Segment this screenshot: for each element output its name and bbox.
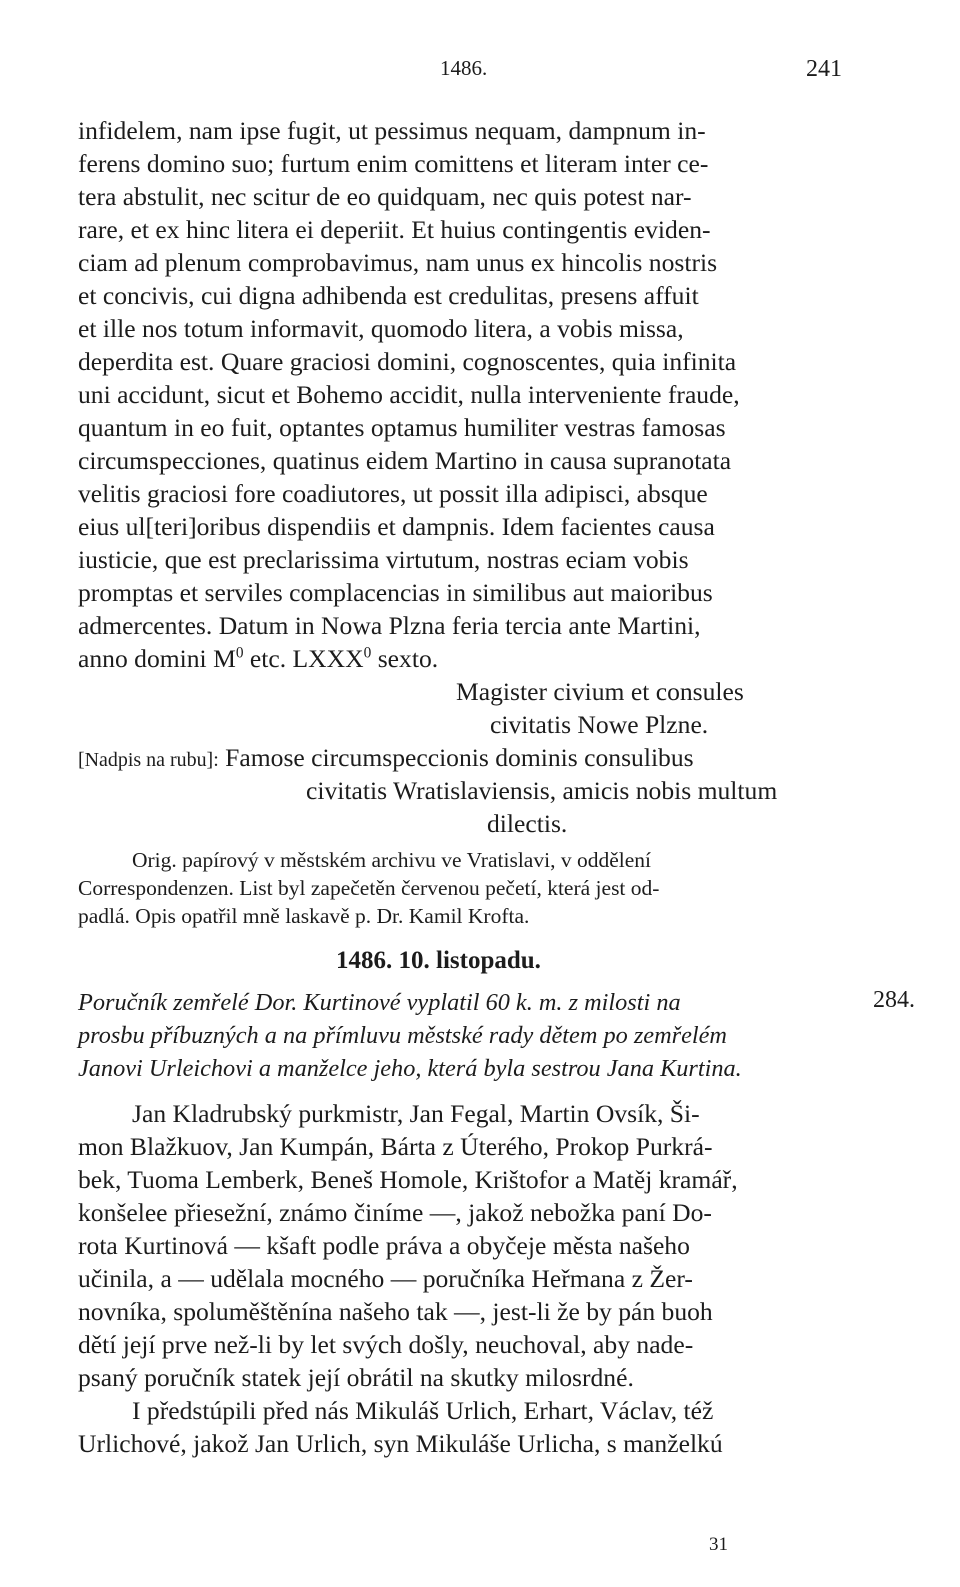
- summary-line: Poručník zemřelé Dor. Kurtinové vyplatil 60 k. m. z milosti na: [78, 989, 681, 1016]
- text-line: deperdita est. Quare graciosi domini, cognoscentes, quia infinita: [78, 347, 737, 376]
- note-line: padlá. Opis opatřil mně laskavě p. Dr. Kamil Krofta.: [78, 904, 530, 928]
- body-line: I předstúpili před nás Mikuláš Urlich, Erhart, Václav, též: [132, 1396, 714, 1425]
- body-line: učinila, a — udělala mocného — poručníka Heřmana z Žer-: [78, 1264, 693, 1293]
- body-line: rota Kurtinová — kšaft podle práva a obyčeje města našeho: [78, 1231, 690, 1260]
- note-line: Orig. papírový v městském archivu ve Vratislavi, v oddělení: [132, 848, 651, 872]
- address-note: [Nadpis na rubu]:: [78, 749, 219, 771]
- body-line: Urlichové, jakož Jan Urlich, syn Mikuláše Urlicha, s manželkú: [78, 1429, 723, 1458]
- body-line: novníka, spoluměštěnína našeho tak —, jest-li že by pán buoh: [78, 1297, 713, 1326]
- page-number: 241: [806, 56, 842, 82]
- signature-line: Magister civium et consules: [456, 677, 744, 706]
- signature-mark: 31: [709, 1534, 728, 1555]
- body-line: Jan Kladrubský purkmistr, Jan Fegal, Martin Ovsík, Ši-: [132, 1099, 700, 1128]
- running-header: [0, 56, 960, 92]
- body-line: bek, Tuoma Lemberk, Beneš Homole, Krištofor a Matěj kramář,: [78, 1165, 738, 1194]
- text-line: infidelem, nam ipse fugit, ut pessimus nequam, dampnum in-: [78, 116, 706, 145]
- text-line: ciam ad plenum comprobavimus, nam unus ex hincolis nostris: [78, 248, 718, 277]
- entry-heading: 1486. 10. listopadu.: [336, 947, 541, 974]
- text-line: ferens domino suo; furtum enim comittens et literam inter ce-: [78, 149, 709, 178]
- body-line: mon Blažkuov, Jan Kumpán, Bárta z Úterého, Prokop Purkrá-: [78, 1132, 713, 1161]
- text-line: uni accidunt, sicut et Bohemo accidit, nulla interveniente fraude,: [78, 380, 740, 409]
- text-line: tera abstulit, nec scitur de eo quidquam, nec quis potest nar-: [78, 182, 692, 211]
- signature-line: civitatis Nowe Plzne.: [490, 710, 709, 739]
- address-line: civitatis Wratislaviensis, amicis nobis multum: [306, 776, 778, 805]
- note-line: Correspondenzen. List byl zapečetěn červenou pečetí, která jest od-: [78, 876, 660, 900]
- text-line: promptas et serviles complacencias in similibus aut maioribus: [78, 578, 713, 607]
- text-line: admercentes. Datum in Nowa Plzna feria tercia ante Martini,: [78, 611, 701, 640]
- body-line: psaný poručník statek její obrátil na skutky milosrdné.: [78, 1363, 634, 1392]
- summary-line: prosbu příbuzných a na přímluvu městské rady dětem po zemřelém: [78, 1022, 727, 1049]
- text-line: rare, et ex hinc litera ei deperiit. Et huius contingentis eviden-: [78, 215, 711, 244]
- text-line: quantum in eo fuit, optantes optamus humiliter vestras famosas: [78, 413, 726, 442]
- address-line: [Nadpis na rubu]: Famose circumspeccionis dominis consulibus: [78, 743, 694, 772]
- text-line: et concivis, cui digna adhibenda est credulitas, presens affuit: [78, 281, 699, 310]
- date-line: anno domini $M^0$ etc. LXXX$^0$ sexto.: [78, 644, 439, 673]
- text-line: velitis graciosi fore coadiutores, ut possit illa adipisci, absque: [78, 479, 708, 508]
- text-line: et ille nos totum informavit, quomodo litera, a vobis missa,: [78, 314, 684, 343]
- document-number: 284.: [873, 987, 915, 1013]
- text-line: iusticie, que est preclarissima virtutum, nostras eciam vobis: [78, 545, 689, 574]
- summary-line: Janovi Urleichovi a manželce jeho, která byla sestrou Jana Kurtina.: [78, 1055, 742, 1082]
- text-line: circumspecciones, quatinus eidem Martino in causa supranotata: [78, 446, 732, 475]
- body-line: konšelee přiesežní, známo činíme —, jakož nebožka paní Do-: [78, 1198, 712, 1227]
- text-line: eius ul[teri]oribus dispendiis et dampnis. Idem facientes causa: [78, 512, 715, 541]
- header-year: 1486.: [440, 56, 488, 80]
- address-line: dilectis.: [487, 809, 568, 838]
- body-line: dětí její prve než-li by let svých došly, neuchoval, aby nade-: [78, 1330, 694, 1359]
